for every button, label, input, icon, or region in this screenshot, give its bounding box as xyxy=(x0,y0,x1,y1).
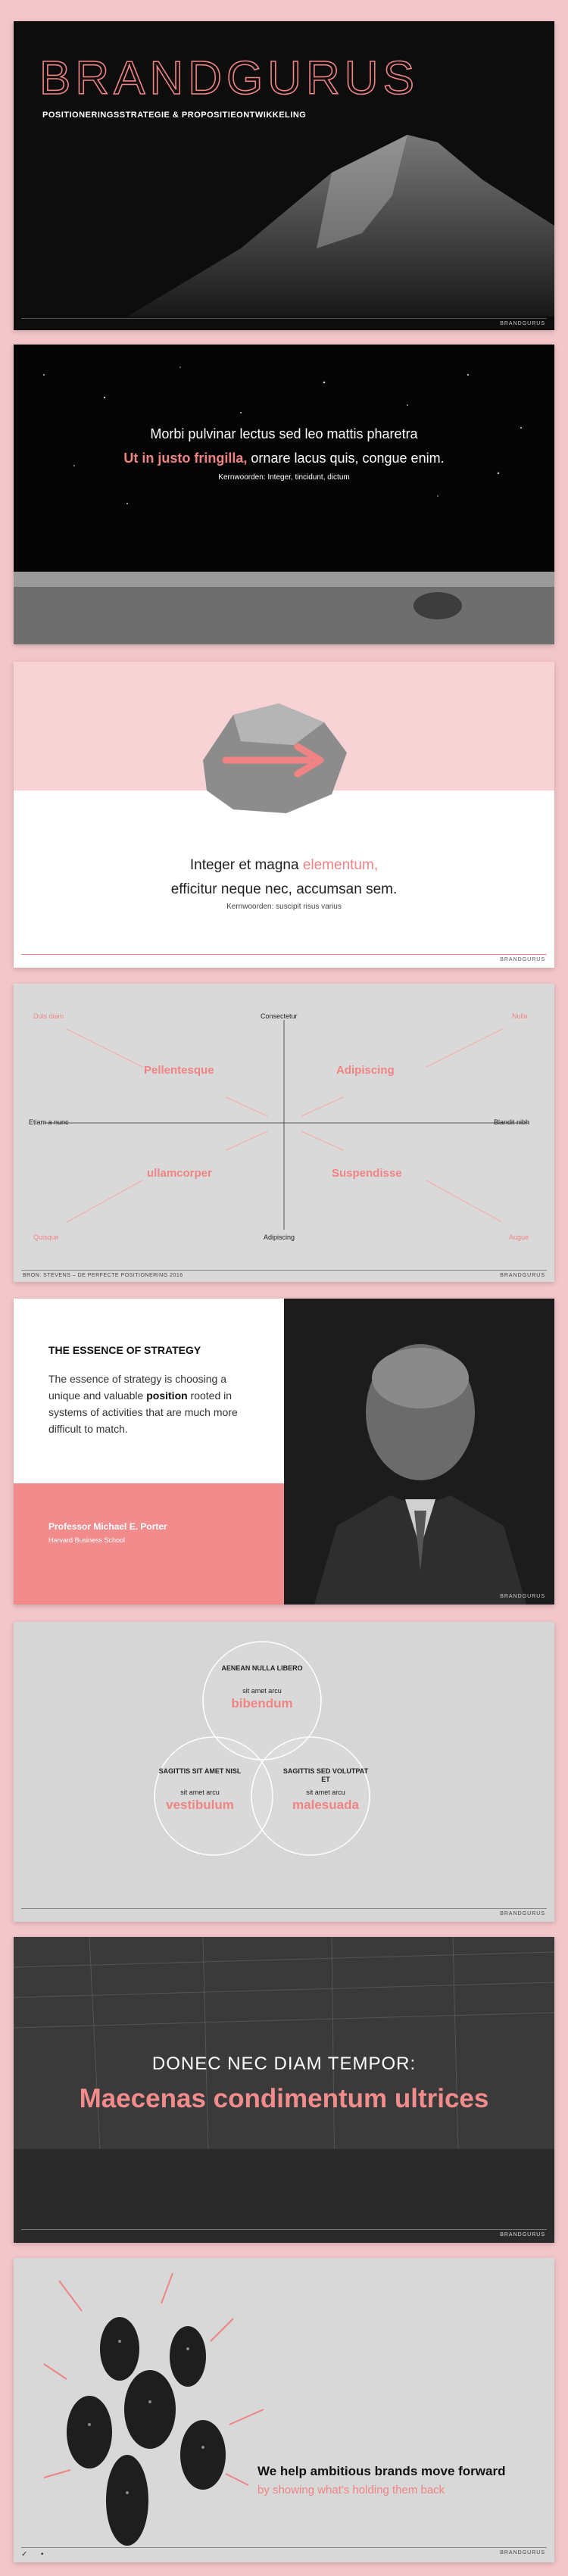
slide-venn xyxy=(14,1622,554,1922)
corner-label-bottom-right: Augue xyxy=(509,1233,529,1241)
cactus-image xyxy=(14,2258,554,2562)
venn-left-sub: sit amet arcu xyxy=(180,1789,220,1796)
slide-quote-porter xyxy=(14,1299,554,1605)
quote-author: Professor Michael E. Porter xyxy=(48,1521,167,1532)
venn-right-sub: sit amet arcu xyxy=(306,1789,345,1796)
footer-brand: BRANDGURUS xyxy=(500,1594,545,1599)
venn-top-sub: sit amet arcu xyxy=(242,1687,282,1695)
axis-right-label: Blandit nibh xyxy=(494,1118,530,1126)
footer-brand: BRANDGURUS xyxy=(500,957,545,962)
dot-icon: • xyxy=(41,2550,44,2559)
portrait-image xyxy=(284,1299,554,1605)
slide-rock xyxy=(14,662,554,968)
quote-body-part-2: rooted in systems of activities that are much more difficult to match. xyxy=(48,1389,238,1435)
slide-title xyxy=(14,21,554,330)
venn-top-label: bibendum xyxy=(231,1696,293,1711)
footer-brand: BRANDGURUS xyxy=(500,1273,545,1278)
brand-title: BRANDGURUS xyxy=(39,52,419,104)
footer-brand: BRANDGURUS xyxy=(500,1911,545,1916)
axis-bottom-label: Adipiscing xyxy=(264,1233,295,1241)
footer-line xyxy=(21,1908,547,1909)
quadrant-bottom-right: Suspendisse xyxy=(332,1167,402,1180)
tagline-line-1: We help ambitious brands move forward xyxy=(257,2464,506,2478)
axis-left-label: Etiam a nunc xyxy=(29,1118,69,1126)
footer-brand: BRANDGURUS xyxy=(500,2232,545,2238)
quadrant-top-left: Pellentesque xyxy=(144,1064,214,1077)
pink-panel xyxy=(14,1483,284,1605)
keywords: Kernwoorden: Integer, tincidunt, dictum xyxy=(218,473,350,482)
statement-highlight: elementum, xyxy=(302,857,379,873)
footer-brand: BRANDGURUS xyxy=(500,321,545,326)
footer-line xyxy=(21,2229,547,2230)
venn-left-label: vestibulum xyxy=(166,1798,234,1812)
corner-label-bottom-left: Quisque xyxy=(33,1233,59,1241)
venn-right-title: SAGITTIS SED VOLUTPAT ET xyxy=(282,1767,369,1783)
venn-right-label: malesuada xyxy=(292,1798,359,1812)
tagline-line-2: by showing what's holding them back xyxy=(257,2484,445,2496)
quote-affiliation: Harvard Business School xyxy=(48,1536,126,1544)
footer-line xyxy=(21,318,547,319)
check-icon: ✓ xyxy=(21,2550,28,2559)
slide-moon xyxy=(14,345,554,644)
statement-start: Integer et magna xyxy=(189,857,303,873)
footer-line xyxy=(21,954,547,955)
quadrant-bottom-left: ullamcorper xyxy=(147,1167,212,1180)
headline-line-2: Maecenas condimentum ultrices xyxy=(79,2084,489,2113)
quote-highlight: Ut in justo fringilla, xyxy=(123,451,248,466)
slide-positioning-map xyxy=(14,984,554,1282)
quote-line-2 xyxy=(14,451,554,466)
quote-rest: ornare lacus quis, congue enim. xyxy=(247,451,445,466)
quote-body xyxy=(48,1371,238,1437)
keywords: Kernwoorden: suscipit risus varius xyxy=(226,903,342,911)
footer-line xyxy=(21,1270,547,1271)
subtitle: POSITIONERINGSSTRATEGIE & PROPOSITIEONTWIKKELING xyxy=(42,111,307,120)
venn-left-title: SAGITTIS SIT AMET NISL xyxy=(158,1767,242,1775)
statement-line-1 xyxy=(14,857,554,874)
quote-body-bold: position xyxy=(146,1389,188,1402)
corner-label-top-right: Nulla xyxy=(512,1012,528,1020)
moon-surface-image xyxy=(14,345,554,644)
corner-label-top-left: Duis diam xyxy=(33,1012,64,1020)
portrait-photo xyxy=(284,1299,554,1605)
rock-image xyxy=(14,662,554,968)
quote-body-part-1: The essence of strategy is choosing a unique and valuable xyxy=(48,1373,227,1402)
slide-greenhouse xyxy=(14,1937,554,2243)
slide-cactus xyxy=(14,2258,554,2562)
quote-heading: THE ESSENCE OF STRATEGY xyxy=(48,1344,201,1356)
headline-line-1: DONEC NEC DIAM TEMPOR: xyxy=(151,2054,417,2074)
quadrant-top-right: Adipiscing xyxy=(336,1064,395,1077)
axis-top-label: Consectetur xyxy=(261,1012,298,1020)
footer-source: BRON: STEVENS – DE PERFECTE POSITIONERING 2016 xyxy=(23,1273,183,1278)
venn-top-title: AENEAN NULLA LIBERO xyxy=(221,1664,303,1672)
quote-line-1: Morbi pulvinar lectus sed leo mattis pharetra xyxy=(150,426,418,441)
footer-line xyxy=(21,2547,547,2548)
footer-brand: BRANDGURUS xyxy=(500,2550,545,2556)
statement-line-2: efficitur neque nec, accumsan sem. xyxy=(170,881,398,897)
